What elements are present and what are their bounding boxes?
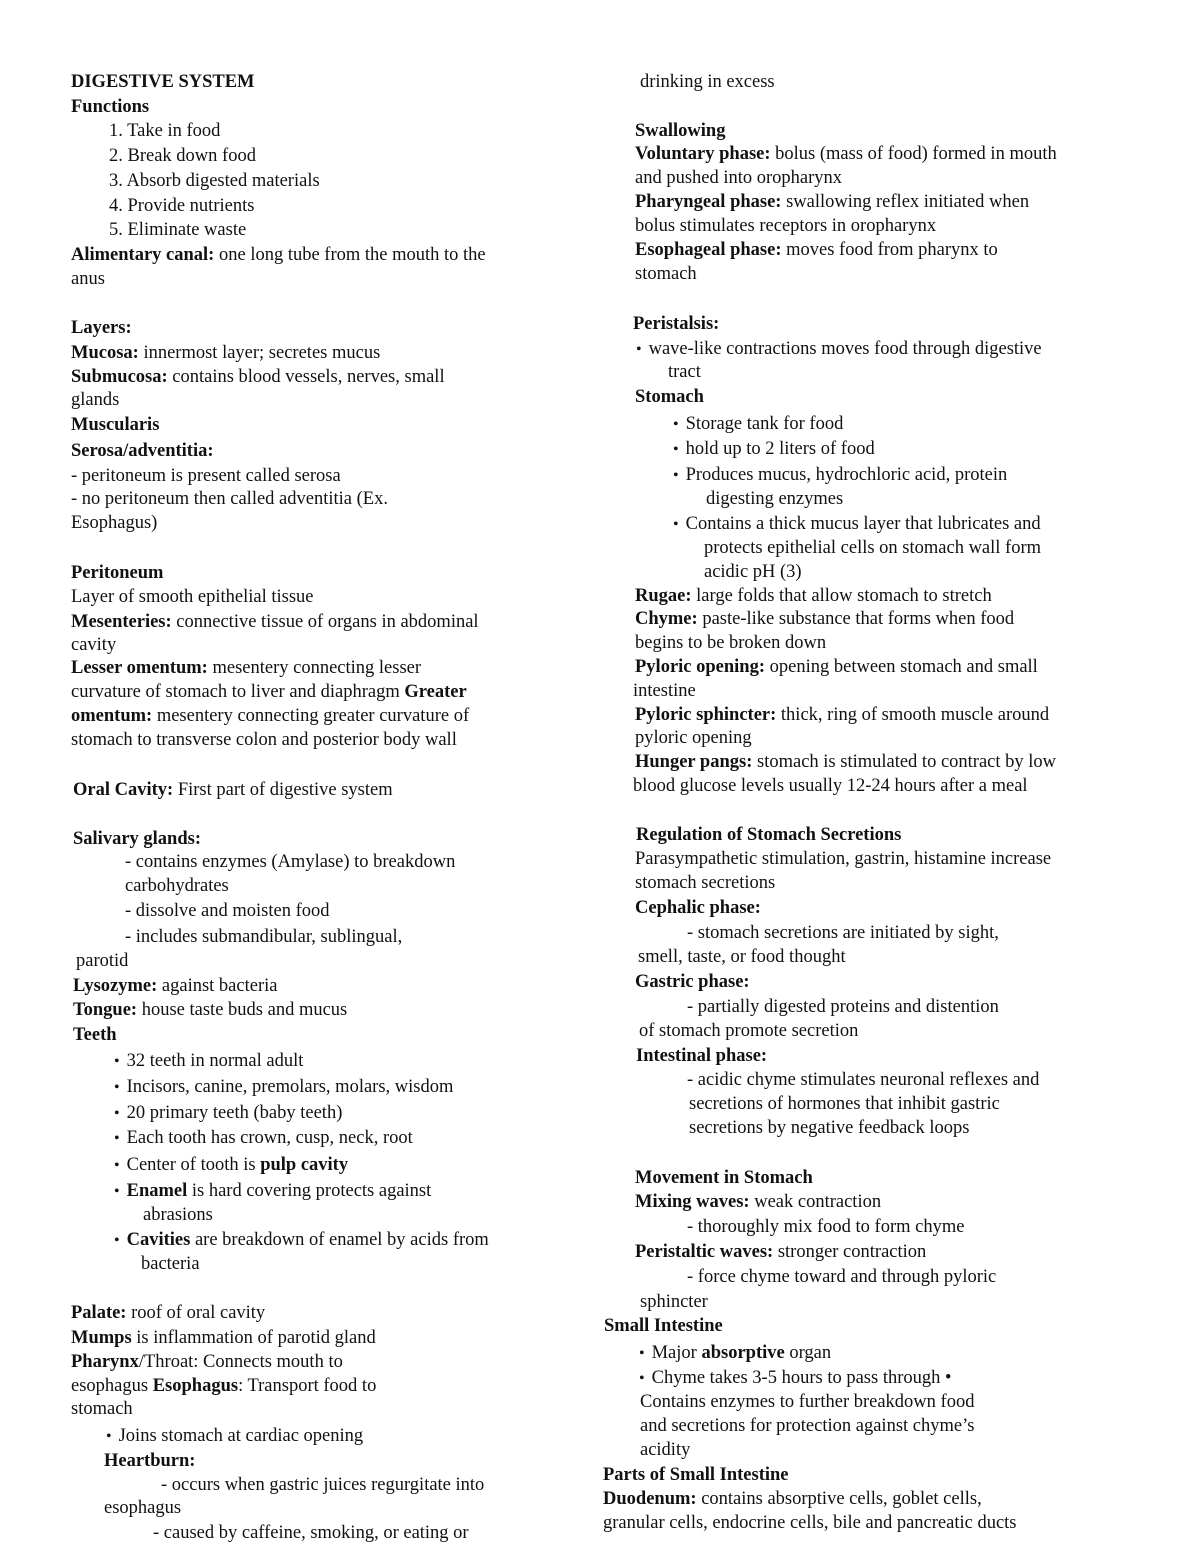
intestinal-phase-line: secretions by negative feedback loops [689, 1118, 970, 1138]
mesenteries-definition: Mesenteries: connective tissue of organs in abdominal [71, 612, 479, 632]
small-intestine-bullet: • Major absorptive organ [639, 1342, 831, 1365]
heartburn-line: - occurs when gastric juices regurgitate into [161, 1475, 485, 1495]
stomach-bullet: • hold up to 2 liters of food [673, 438, 875, 461]
stomach-bullet: • Contains a thick mucus layer that lubricates and [673, 513, 1041, 536]
gastric-phase-line: of stomach promote secretion [639, 1021, 859, 1041]
mesenteries-definition-cont: cavity [71, 635, 117, 655]
stomach-heading: Stomach [635, 387, 704, 407]
stomach-bullet-cont: acidic pH (3) [704, 562, 802, 582]
small-intestine-line: and secretions for protection against chyme’s [640, 1416, 975, 1436]
gastric-phase-heading: Gastric phase: [635, 972, 750, 992]
peritoneum-heading: Peritoneum [71, 563, 164, 583]
alimentary-canal-definition: Alimentary canal: one long tube from the mouth to the [71, 245, 486, 265]
pyloric-opening-definition-cont: intestine [633, 681, 696, 701]
heartburn-line: esophagus [104, 1498, 182, 1518]
salivary-line: carbohydrates [125, 876, 229, 896]
pyloric-sphincter-definition-cont: pyloric opening [635, 728, 752, 748]
intestinal-phase-line: - acidic chyme stimulates neuronal reflexes and [687, 1070, 1040, 1090]
teeth-bullet: • 32 teeth in normal adult [114, 1050, 303, 1073]
intestinal-phase-line: secretions of hormones that inhibit gastric [689, 1094, 1000, 1114]
rugae-definition: Rugae: large folds that allow stomach to stretch [635, 586, 992, 606]
movement-heading: Movement in Stomach [635, 1168, 813, 1188]
duodenum-definition-cont: granular cells, endocrine cells, bile and pancreatic ducts [603, 1513, 1017, 1533]
pyloric-sphincter-definition: Pyloric sphincter: thick, ring of smooth muscle around [635, 705, 1050, 725]
serosa-heading: Serosa/adventitia: [71, 441, 214, 461]
regulation-line: stomach secretions [635, 873, 776, 893]
serosa-line: - peritoneum is present called serosa [71, 466, 341, 486]
cephalic-phase-heading: Cephalic phase: [635, 898, 761, 918]
peritoneum-definition: Layer of smooth epithelial tissue [71, 587, 314, 607]
serosa-line: - no peritoneum then called adventitia (Ex. [71, 489, 388, 509]
pyloric-opening-definition: Pyloric opening: opening between stomach and small [635, 657, 1038, 677]
salivary-line: - includes submandibular, sublingual, [125, 927, 403, 947]
stomach-bullet-cont: protects epithelial cells on stomach wall form [704, 538, 1042, 558]
function-item: 4. Provide nutrients [109, 196, 255, 216]
page-title: DIGESTIVE SYSTEM [71, 72, 255, 92]
peristalsis-heading: Peristalsis: [633, 314, 720, 334]
esophagus-bullet: • Joins stomach at cardiac opening [106, 1425, 363, 1448]
teeth-bullet-cont: abrasions [143, 1205, 213, 1225]
submucosa-definition: Submucosa: contains blood vessels, nerves, small [71, 367, 445, 387]
heartburn-line: - caused by caffeine, smoking, or eating or [153, 1523, 469, 1543]
function-item: 5. Eliminate waste [109, 220, 247, 240]
lesser-omentum-definition: Lesser omentum: mesentery connecting lesser [71, 658, 422, 678]
cephalic-phase-line: smell, taste, or food thought [638, 947, 846, 967]
esophagus-definition-cont: stomach [71, 1399, 133, 1419]
mumps-definition: Mumps is inflammation of parotid gland [71, 1328, 376, 1348]
salivary-line: - dissolve and moisten food [125, 901, 330, 921]
duodenum-definition: Duodenum: contains absorptive cells, goblet cells, [603, 1489, 982, 1509]
heartburn-cont: drinking in excess [640, 72, 775, 92]
mucosa-definition: Mucosa: innermost layer; secretes mucus [71, 343, 381, 363]
peristalsis-bullet-cont: tract [668, 362, 701, 382]
greater-omentum-definition-cont: stomach to transverse colon and posterior body wall [71, 730, 457, 750]
heartburn-heading: Heartburn: [104, 1451, 196, 1471]
cephalic-phase-line: - stomach secretions are initiated by sight, [687, 923, 999, 943]
teeth-heading: Teeth [73, 1025, 117, 1045]
teeth-bullet: • Center of tooth is pulp cavity [114, 1154, 348, 1177]
lysozyme-definition: Lysozyme: against bacteria [73, 976, 278, 996]
small-intestine-bullet: • Chyme takes 3-5 hours to pass through • [639, 1367, 952, 1390]
small-intestine-line: Contains enzymes to further breakdown food [640, 1392, 975, 1412]
esophagus-definition: esophagus Esophagus: Transport food to [71, 1376, 377, 1396]
tongue-definition: Tongue: house taste buds and mucus [73, 1000, 348, 1020]
small-intestine-heading: Small Intestine [604, 1316, 723, 1336]
lesser-omentum-definition-cont: curvature of stomach to liver and diaphragm Greater [71, 682, 467, 702]
salivary-line: parotid [76, 951, 129, 971]
peristaltic-waves-definition: Peristaltic waves: stronger contraction [635, 1242, 927, 1262]
function-item: 2. Break down food [109, 146, 256, 166]
pharynx-definition: Pharynx/Throat: Connects mouth to [71, 1352, 343, 1372]
gastric-phase-line: - partially digested proteins and distention [687, 997, 999, 1017]
muscularis-heading: Muscularis [71, 415, 160, 435]
chyme-definition: Chyme: paste-like substance that forms when food [635, 609, 1015, 629]
teeth-bullet: • Enamel is hard covering protects against [114, 1180, 431, 1203]
esophageal-phase-definition: Esophageal phase: moves food from pharynx to [635, 240, 998, 260]
swallowing-heading: Swallowing [635, 121, 726, 141]
voluntary-phase-definition: Voluntary phase: bolus (mass of food) formed in mouth [635, 144, 1057, 164]
stomach-bullet-cont: digesting enzymes [706, 489, 844, 509]
intestinal-phase-heading: Intestinal phase: [636, 1046, 768, 1066]
voluntary-phase-definition-cont: and pushed into oropharynx [635, 168, 843, 188]
hunger-pangs-definition-cont: blood glucose levels usually 12-24 hours after a meal [633, 776, 1028, 796]
teeth-bullet: • 20 primary teeth (baby teeth) [114, 1102, 342, 1125]
esophageal-phase-definition-cont: stomach [635, 264, 697, 284]
function-item: 3. Absorb digested materials [109, 171, 320, 191]
chyme-definition-cont: begins to be broken down [635, 633, 827, 653]
serosa-line: Esophagus) [71, 513, 158, 533]
peristaltic-waves-line: sphincter [640, 1292, 708, 1312]
teeth-bullet: • Each tooth has crown, cusp, neck, root [114, 1127, 413, 1150]
functions-heading: Functions [71, 97, 150, 117]
regulation-heading: Regulation of Stomach Secretions [636, 825, 902, 845]
palate-definition: Palate: roof of oral cavity [71, 1303, 266, 1323]
greater-omentum-definition: omentum: mesentery connecting greater curvature of [71, 706, 470, 726]
parts-heading: Parts of Small Intestine [603, 1465, 789, 1485]
hunger-pangs-definition: Hunger pangs: stomach is stimulated to contract by low [635, 752, 1057, 772]
pharyngeal-phase-definition-cont: bolus stimulates receptors in oropharynx [635, 216, 937, 236]
alimentary-canal-definition-cont: anus [71, 269, 105, 289]
submucosa-definition-cont: glands [71, 390, 120, 410]
peristaltic-waves-line: - force chyme toward and through pyloric [687, 1267, 997, 1287]
layers-heading: Layers: [71, 318, 132, 338]
mixing-waves-line: - thoroughly mix food to form chyme [687, 1217, 965, 1237]
teeth-bullet-cont: bacteria [141, 1254, 200, 1274]
teeth-bullet: • Cavities are breakdown of enamel by acids from [114, 1229, 489, 1252]
small-intestine-line: acidity [640, 1440, 691, 1460]
regulation-line: Parasympathetic stimulation, gastrin, histamine increase [635, 849, 1052, 869]
teeth-bullet: • Incisors, canine, premolars, molars, wisdom [114, 1076, 453, 1099]
salivary-line: - contains enzymes (Amylase) to breakdown [125, 852, 456, 872]
pharyngeal-phase-definition: Pharyngeal phase: swallowing reflex initiated when [635, 192, 1030, 212]
salivary-glands-heading: Salivary glands: [73, 829, 201, 849]
oral-cavity-definition: Oral Cavity: First part of digestive system [73, 780, 393, 800]
peristalsis-bullet: • wave-like contractions moves food through digestive [636, 338, 1042, 361]
stomach-bullet: • Produces mucus, hydrochloric acid, protein [673, 464, 1007, 487]
function-item: 1. Take in food [109, 121, 221, 141]
stomach-bullet: • Storage tank for food [673, 413, 843, 436]
mixing-waves-definition: Mixing waves: weak contraction [635, 1192, 882, 1212]
